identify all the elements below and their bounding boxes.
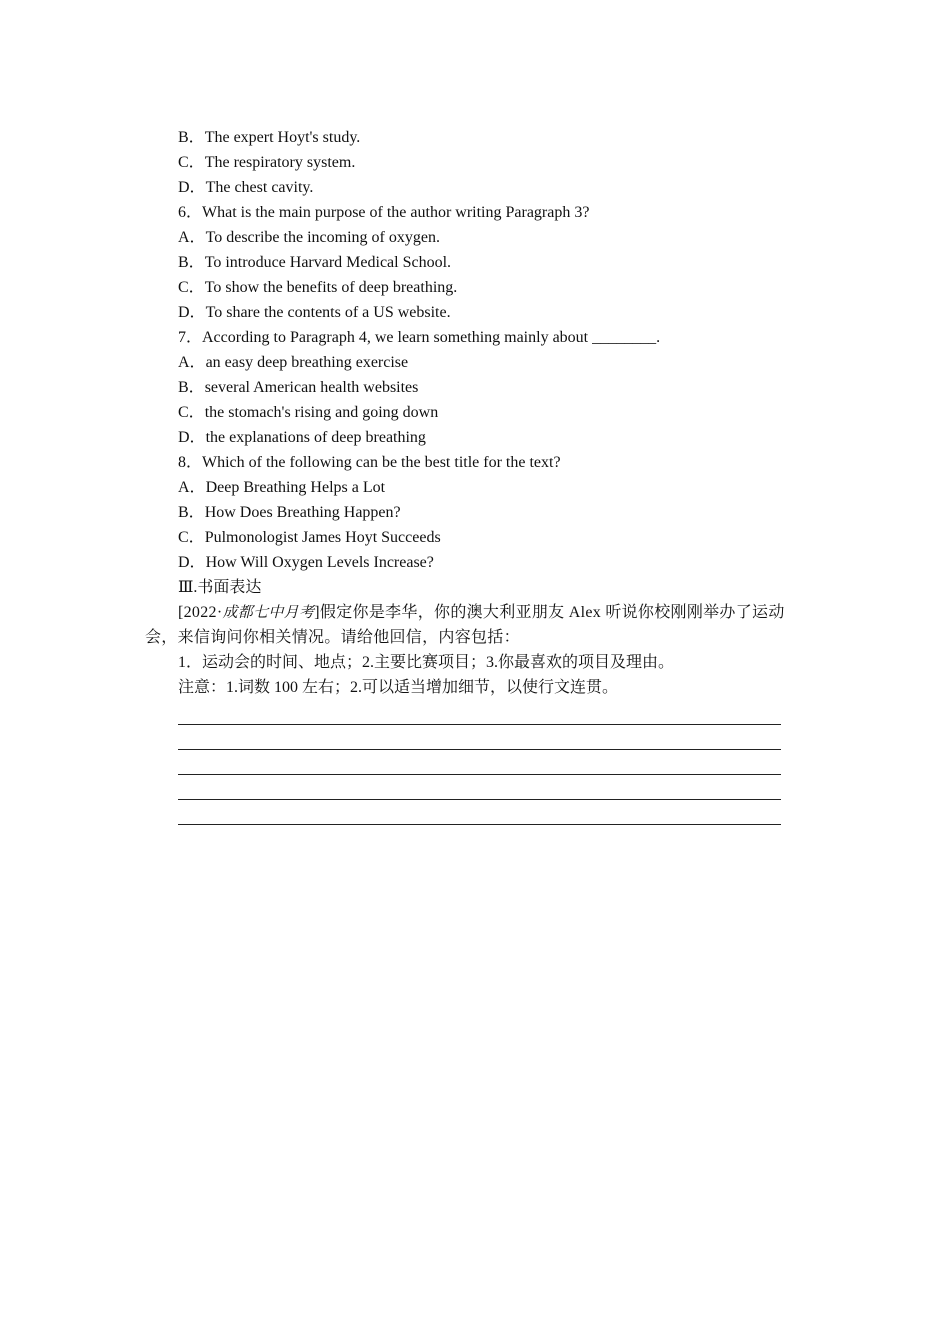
option-text: an easy deep breathing exercise — [205, 354, 409, 371]
writing-content-points: 1．运动会的时间、地点；2.主要比赛项目；3.你最喜欢的项目及理由。 — [178, 654, 675, 671]
option-text: To show the benefits of deep breathing. — [204, 279, 458, 296]
option-label: C． — [178, 529, 205, 546]
q7-option-b — [145, 375, 810, 400]
answer-line[interactable] — [178, 775, 781, 800]
q7-stem: 7．According to Paragraph 4, we learn something mainly about ________. — [178, 329, 661, 346]
q6-stem: 6．What is the main purpose of the author writing Paragraph 3? — [178, 204, 590, 221]
q6-option-a — [145, 225, 810, 250]
writing-section-title: Ⅲ.书面表达 — [178, 579, 262, 596]
source-name: 成都七中月考 — [222, 603, 315, 621]
page-content — [145, 125, 810, 825]
option-text: the explanations of deep breathing — [205, 429, 426, 446]
q7-option-a — [145, 350, 810, 375]
prompt-text: 假定你是李华，你的澳大利亚朋友 Alex 听说你校刚刚举办了运动会，来信询问你相关情况。请给他回信，内容包括： — [145, 604, 785, 646]
option-text: The respiratory system. — [204, 154, 356, 171]
option-label: B． — [178, 254, 205, 271]
q7-option-c — [145, 400, 810, 425]
option-text: Deep Breathing Helps a Lot — [205, 479, 386, 496]
option-label: A． — [178, 229, 206, 246]
option-text: several American health websites — [204, 379, 419, 396]
option-text: the stomach's rising and going down — [204, 404, 439, 421]
option-text: Pulmonologist James Hoyt Succeeds — [204, 529, 441, 546]
q5-option-c — [145, 150, 810, 175]
q6-option-c — [145, 275, 810, 300]
q8-stem: 8．Which of the following can be the best title for the text? — [178, 454, 561, 471]
q5-option-b — [145, 125, 810, 150]
option-label: D． — [178, 429, 206, 446]
answer-line[interactable] — [178, 750, 781, 775]
option-label: C． — [178, 279, 205, 296]
q6-option-d — [145, 300, 810, 325]
source-bracket-open: [2022· — [178, 604, 223, 621]
option-label: A． — [178, 479, 206, 496]
source-bracket-close: ] — [314, 604, 320, 621]
option-text: To share the contents of a US website. — [205, 304, 451, 321]
option-label: B． — [178, 129, 205, 146]
option-label: A． — [178, 354, 206, 371]
option-text: The expert Hoyt's study. — [204, 129, 361, 146]
option-label: D． — [178, 304, 206, 321]
writing-prompt — [145, 600, 810, 650]
q8-option-b — [145, 500, 810, 525]
option-text: How Will Oxygen Levels Increase? — [205, 554, 434, 571]
option-label: C． — [178, 404, 205, 421]
option-text: The chest cavity. — [205, 179, 314, 196]
answer-line[interactable] — [178, 725, 781, 750]
q7-option-d — [145, 425, 810, 450]
option-label: B． — [178, 379, 205, 396]
option-text: How Does Breathing Happen? — [204, 504, 401, 521]
q6-option-b — [145, 250, 810, 275]
option-text: To describe the incoming of oxygen. — [205, 229, 440, 246]
option-label: C． — [178, 154, 205, 171]
option-label: D． — [178, 554, 206, 571]
option-label: D． — [178, 179, 206, 196]
option-text: To introduce Harvard Medical School. — [204, 254, 452, 271]
option-label: B． — [178, 504, 205, 521]
q8-option-c — [145, 525, 810, 550]
answer-line[interactable] — [178, 800, 781, 825]
q8-option-a — [145, 475, 810, 500]
writing-notes: 注意：1.词数 100 左右；2.可以适当增加细节，以使行文连贯。 — [178, 679, 619, 696]
q8-option-d — [145, 550, 810, 575]
answer-line[interactable] — [178, 700, 781, 725]
q5-option-d — [145, 175, 810, 200]
